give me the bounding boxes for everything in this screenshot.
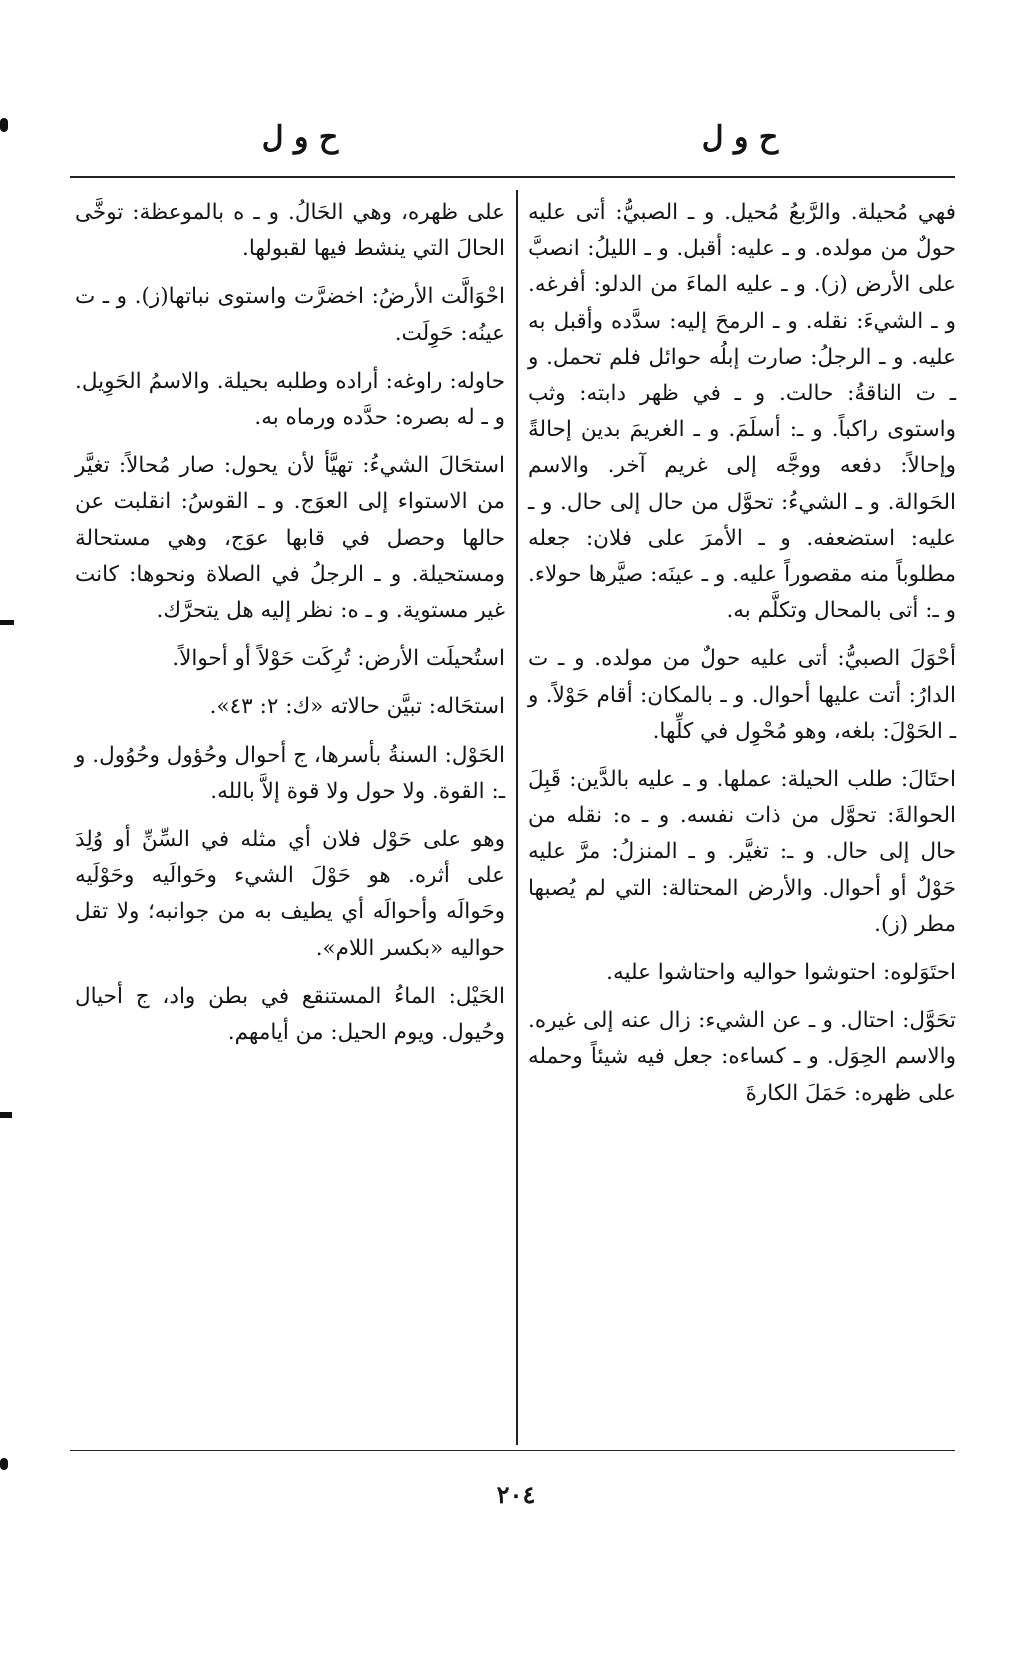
left-column xyxy=(75,195,505,1063)
entry: احتَوَلوه: احتوشوا حواليه واحتاشوا عليه. xyxy=(606,960,956,986)
entry: على ظهره، وهي الحَالُ. و ـ ه بالموعظة: توخَّى الحالَ التي ينشط فيها لقبولها. xyxy=(75,200,505,262)
top-rule xyxy=(70,176,955,178)
entry: استحَاله: تبيَّن حالاته «ك: ٢: ٤٣». xyxy=(209,694,505,720)
scan-edge-mark xyxy=(0,620,14,625)
entry: الحَيْل: الماءُ المستنقع في بطن واد، ج أحيال وحُيول. ويوم الحيل: من أيامهم. xyxy=(75,983,505,1046)
entry: تحَوَّل: احتال. و ـ عن الشيء: زال عنه إلى غيره. والاسم الحِوَل. و ـ كساءه: جعل فيه شيئاً وحمله على ظهره: حَمَلَ الكارةَ xyxy=(528,1008,956,1106)
entry: وهو على حَوْل فلان أي مثله في السِّنِّ أو وُلِدَ على أثره. هو حَوْلَ الشيء وحَوالَيه وحَوْلَيه وحَوالَه وأحوالَه أي يطيف به من جوانبه؛ ولا تقل حواليه «بكسر اللام». xyxy=(75,827,505,961)
entry: فهي مُحيلة. والرَّبعُ مُحيل. و ـ الصبيُّ: أتى عليه حولٌ من مولده. و ـ عليه: أقبل. و ـ الليلُ: انصبَّ على الأرض (ز). و ـ عليه الماءَ من الدلو: أفرغه. و ـ الشيءَ: نقله. و ـ الرمحَ إليه: سدَّده وأقبل به عليه. و ـ الرجلُ: صارت إبلُه حوائل فلم تحمل. و ـ ت الناقةُ: حالت. و ـ في ظهر دابته: وثب واستوى راكباً. و ـ: أسلَمَ. و ـ الغريمَ بدين إحالةً وإحالاً: دفعه ووجَّه إلى غريم آخر. والاسم الحَوالة. و ـ الشيءُ: تحوَّل من حال إلى حال. و ـ عليه: استضعفه. و ـ الأمرَ على فلان: جعله مطلوباً منه مقصوراً عليه. و ـ عينَه: صيَّرها حولاء. و ـ: أتى بالمحال وتكلَّم به. xyxy=(528,200,956,624)
entry: احْوَالَّت الأرضُ: اخضرَّت واستوى نباتها(ز). و ـ ت عينُه: حَوِلَت. xyxy=(75,284,505,346)
entry: استحَالَ الشيءُ: تهيَّأ لأن يحول: صار مُحالاً: تغيَّر من الاستواء إلى العوَج. و ـ القوسُ: انقلبت عن حالها وحصل في قابها عوَج، وهي مستحالة ومستحيلة. و ـ الرجلُ في الصلاة ونحوها: كانت غير مستوية. و ـ ه: نظر إليه هل يتحرَّك. xyxy=(75,453,505,624)
entry: أحْوَلَ الصبيُّ: أتى عليه حولٌ من مولده. و ـ ت الدارُ: أتت عليها أحوال. و ـ بالمكان: أقام حَوْلاً. و ـ الحَوْلَ: بلغه، وهو مُحْوِل في كلِّها. xyxy=(528,646,956,744)
page-number: ٢٠٤ xyxy=(496,1480,536,1509)
running-head-left: ح و ل xyxy=(261,120,339,155)
bottom-rule xyxy=(70,1450,955,1451)
running-head-right: ح و ل xyxy=(701,120,779,155)
column-divider xyxy=(516,190,518,1445)
scan-edge-mark xyxy=(0,1458,8,1470)
right-column xyxy=(528,195,956,1124)
scan-edge-mark xyxy=(0,1112,12,1118)
entry: الحَوْل: السنةُ بأسرها، ج أحوال وحُؤول وحُوُول. و ـ: القوة. ولا حول ولا قوة إلاَّ بالله. xyxy=(75,742,505,804)
entry: احتَالَ: طلب الحيلة: عملها. و ـ عليه بالدَّين: قَبِلَ الحوالةَ: تحوَّل من ذات نفسه. و ـ ه: نقله من حال إلى حال. و ـ: تغيَّر. و ـ المنزلُ: مرَّ عليه حَوْلٌ أو أحوال. والأرض المحتالة: التي لم يُصبها مطر (ز). xyxy=(528,767,956,937)
scan-edge-mark xyxy=(0,118,8,132)
entry: استُحيلَت الأرض: تُرِكَت حَوْلاً أو أحوالاً. xyxy=(172,646,505,672)
entry: حاوله: راوغه: أراده وطلبه بحيلة. والاسمُ الحَوِيل. و ـ له بصره: حدَّده ورماه به. xyxy=(75,368,505,431)
